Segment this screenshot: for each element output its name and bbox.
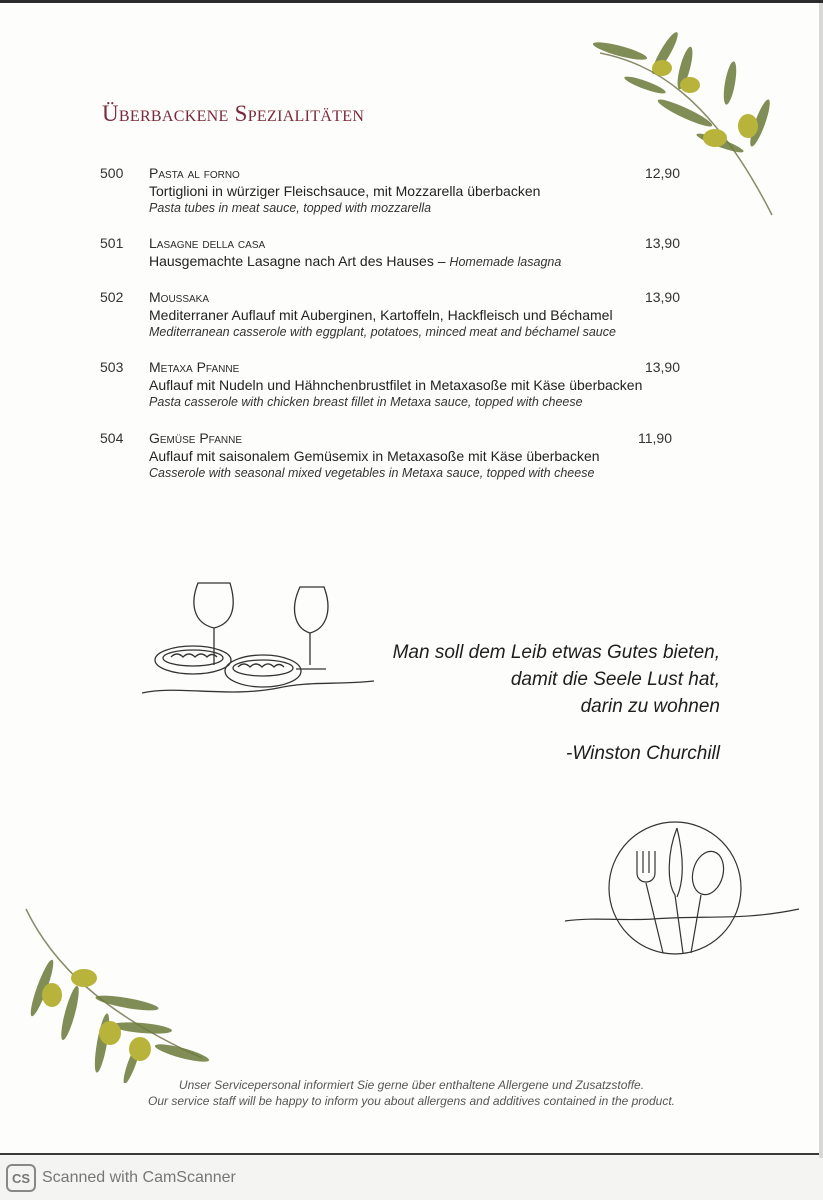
item-number: 504: [100, 430, 124, 446]
section-title: Überbackene Spezialitäten: [102, 101, 365, 126]
quote-line: damit die Seele Lust hat,: [510, 669, 720, 690]
item-number: 503: [100, 359, 124, 375]
item-name: Gemüse Pfanne: [149, 430, 243, 446]
camscanner-logo-icon: CS: [6, 1164, 36, 1192]
item-description-en: Homemade lasagna: [449, 255, 562, 269]
quote: [300, 639, 720, 720]
item-description-en: Pasta tubes in meat sauce, topped with mozzarella: [149, 201, 432, 215]
allergen-note-en: Our service staff will be happy to inform you about allergens and additives contained in the product.: [148, 1094, 675, 1108]
quote-line: darin zu wohnen: [580, 696, 720, 717]
scanner-label: Scanned with CamScanner: [42, 1169, 236, 1186]
allergen-note: [100, 1077, 723, 1109]
plate-cutlery-sketch-icon: [563, 813, 803, 963]
olive-branch-bottom-icon: [22, 903, 212, 1083]
item-description-de: Auflauf mit saisonalem Gemüsemix in Metaxasoße mit Käse überbacken: [149, 448, 600, 464]
item-description-de: Hausgemachte Lasagne nach Art des Hauses –: [149, 253, 446, 269]
item-description-en: Casserole with seasonal mixed vegetables in Metaxa sauce, topped with cheese: [149, 466, 595, 480]
page-edge: [819, 3, 823, 1158]
item-description-line: [149, 253, 561, 269]
item-name: Lasagne della casa: [149, 235, 266, 251]
scanner-watermark: [6, 1163, 236, 1193]
item-description-de: Mediterraner Auflauf mit Auberginen, Kartoffeln, Hackfleisch und Béchamel: [149, 307, 613, 323]
item-price: 12,90: [644, 165, 680, 181]
allergen-note-de: Unser Servicepersonal informiert Sie gerne über enthaltene Allergene und Zusatzstoffe.: [178, 1078, 645, 1092]
item-price: 13,90: [644, 359, 680, 375]
olive-branch-top-icon: [590, 23, 790, 243]
item-name: Moussaka: [149, 289, 210, 305]
item-description-de: Tortiglioni in würziger Fleischsauce, mit Mozzarella überbacken: [149, 183, 541, 199]
item-name: Metaxa Pfanne: [149, 359, 240, 375]
item-description-en: Mediterranean casserole with eggplant, potatoes, minced meat and béchamel sauce: [149, 325, 616, 339]
item-number: 500: [100, 165, 124, 181]
item-number: 502: [100, 289, 124, 305]
item-name: Pasta al forno: [149, 165, 240, 181]
item-price: 13,90: [644, 235, 680, 251]
item-description-en: Pasta casserole with chicken breast fillet in Metaxa sauce, topped with cheese: [149, 395, 583, 409]
item-price: 11,90: [638, 430, 672, 446]
item-number: 501: [100, 235, 124, 251]
item-price: 13,90: [644, 289, 680, 305]
quote-line: Man soll dem Leib etwas Gutes bieten,: [392, 642, 720, 663]
item-description-de: Auflauf mit Nudeln und Hähnchenbrustfilet in Metaxasoße mit Käse überbacken: [149, 377, 643, 393]
quote-author: -Winston Churchill: [566, 743, 720, 764]
